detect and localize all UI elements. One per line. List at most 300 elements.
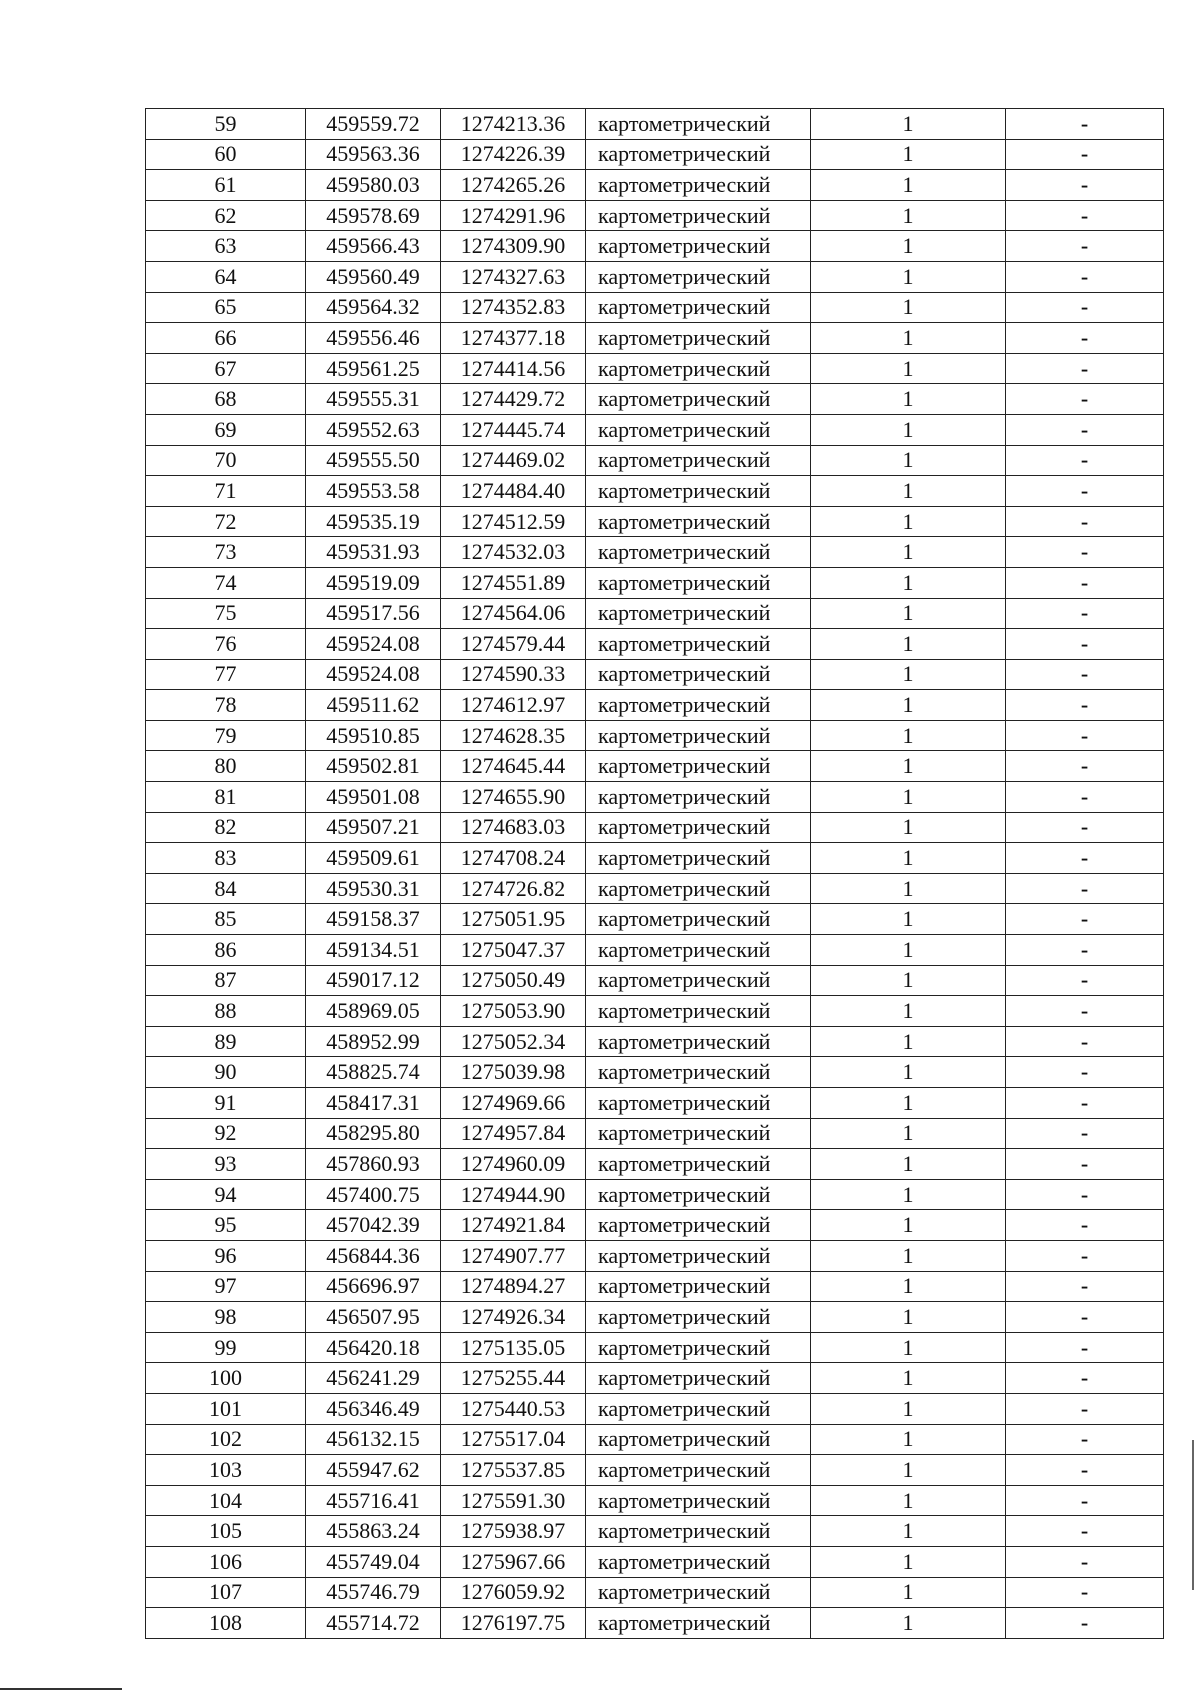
y-coordinate-cell: 1274957.84 <box>441 1118 586 1149</box>
x-coordinate-cell: 457860.93 <box>306 1149 441 1180</box>
point-number-cell: 100 <box>146 1363 306 1394</box>
x-coordinate-cell: 459511.62 <box>306 690 441 721</box>
y-coordinate-cell: 1274309.90 <box>441 231 586 262</box>
x-coordinate-cell: 459578.69 <box>306 200 441 231</box>
table-row <box>146 690 1164 721</box>
accuracy-cell: 1 <box>811 751 1006 782</box>
description-cell: - <box>1006 445 1164 476</box>
description-cell: - <box>1006 537 1164 568</box>
point-number-cell: 59 <box>146 109 306 140</box>
accuracy-cell: 1 <box>811 782 1006 813</box>
y-coordinate-cell: 1274327.63 <box>441 261 586 292</box>
method-cell: картометрический <box>586 1302 811 1333</box>
y-coordinate-cell: 1274907.77 <box>441 1240 586 1271</box>
y-coordinate-cell: 1274579.44 <box>441 629 586 660</box>
table-row <box>146 567 1164 598</box>
description-cell: - <box>1006 1608 1164 1639</box>
table-row <box>146 1546 1164 1577</box>
description-cell: - <box>1006 1118 1164 1149</box>
table-row <box>146 1057 1164 1088</box>
table-row <box>146 1088 1164 1119</box>
point-number-cell: 65 <box>146 292 306 323</box>
x-coordinate-cell: 459580.03 <box>306 170 441 201</box>
accuracy-cell: 1 <box>811 170 1006 201</box>
x-coordinate-cell: 459524.08 <box>306 659 441 690</box>
accuracy-cell: 1 <box>811 1546 1006 1577</box>
point-number-cell: 76 <box>146 629 306 660</box>
description-cell: - <box>1006 170 1164 201</box>
accuracy-cell: 1 <box>811 1485 1006 1516</box>
table-row <box>146 170 1164 201</box>
description-cell: - <box>1006 231 1164 262</box>
x-coordinate-cell: 458295.80 <box>306 1118 441 1149</box>
coordinates-table <box>145 108 1164 1639</box>
x-coordinate-cell: 455749.04 <box>306 1546 441 1577</box>
x-coordinate-cell: 459158.37 <box>306 904 441 935</box>
accuracy-cell: 1 <box>811 1516 1006 1547</box>
accuracy-cell: 1 <box>811 1608 1006 1639</box>
x-coordinate-cell: 456241.29 <box>306 1363 441 1394</box>
table-row <box>146 629 1164 660</box>
description-cell: - <box>1006 1485 1164 1516</box>
description-cell: - <box>1006 200 1164 231</box>
y-coordinate-cell: 1274352.83 <box>441 292 586 323</box>
description-cell: - <box>1006 1057 1164 1088</box>
x-coordinate-cell: 455714.72 <box>306 1608 441 1639</box>
table-row <box>146 1577 1164 1608</box>
method-cell: картометрический <box>586 170 811 201</box>
table-row <box>146 1455 1164 1486</box>
description-cell: - <box>1006 904 1164 935</box>
y-coordinate-cell: 1275050.49 <box>441 965 586 996</box>
point-number-cell: 94 <box>146 1179 306 1210</box>
point-number-cell: 82 <box>146 812 306 843</box>
method-cell: картометрический <box>586 1608 811 1639</box>
description-cell: - <box>1006 353 1164 384</box>
y-coordinate-cell: 1274429.72 <box>441 384 586 415</box>
method-cell: картометрический <box>586 292 811 323</box>
y-coordinate-cell: 1274612.97 <box>441 690 586 721</box>
point-number-cell: 102 <box>146 1424 306 1455</box>
point-number-cell: 101 <box>146 1393 306 1424</box>
description-cell: - <box>1006 476 1164 507</box>
point-number-cell: 104 <box>146 1485 306 1516</box>
point-number-cell: 66 <box>146 323 306 354</box>
description-cell: - <box>1006 1088 1164 1119</box>
point-number-cell: 70 <box>146 445 306 476</box>
method-cell: картометрический <box>586 782 811 813</box>
description-cell: - <box>1006 139 1164 170</box>
accuracy-cell: 1 <box>811 1210 1006 1241</box>
table-row <box>146 1026 1164 1057</box>
table-row <box>146 353 1164 384</box>
description-cell: - <box>1006 659 1164 690</box>
table-row <box>146 292 1164 323</box>
table-row <box>146 1424 1164 1455</box>
y-coordinate-cell: 1275051.95 <box>441 904 586 935</box>
description-cell: - <box>1006 751 1164 782</box>
description-cell: - <box>1006 1271 1164 1302</box>
table-row <box>146 139 1164 170</box>
table-row <box>146 1149 1164 1180</box>
point-number-cell: 90 <box>146 1057 306 1088</box>
table-row <box>146 1608 1164 1639</box>
accuracy-cell: 1 <box>811 1393 1006 1424</box>
description-cell: - <box>1006 1149 1164 1180</box>
accuracy-cell: 1 <box>811 1271 1006 1302</box>
x-coordinate-cell: 459502.81 <box>306 751 441 782</box>
method-cell: картометрический <box>586 690 811 721</box>
point-number-cell: 93 <box>146 1149 306 1180</box>
table-row <box>146 414 1164 445</box>
description-cell: - <box>1006 1179 1164 1210</box>
y-coordinate-cell: 1275053.90 <box>441 996 586 1027</box>
accuracy-cell: 1 <box>811 353 1006 384</box>
x-coordinate-cell: 456507.95 <box>306 1302 441 1333</box>
method-cell: картометрический <box>586 1485 811 1516</box>
table-row <box>146 598 1164 629</box>
y-coordinate-cell: 1274944.90 <box>441 1179 586 1210</box>
description-cell: - <box>1006 1332 1164 1363</box>
x-coordinate-cell: 459559.72 <box>306 109 441 140</box>
page-edge-mark <box>1192 1440 1194 1590</box>
description-cell: - <box>1006 261 1164 292</box>
accuracy-cell: 1 <box>811 996 1006 1027</box>
description-cell: - <box>1006 109 1164 140</box>
accuracy-cell: 1 <box>811 414 1006 445</box>
point-number-cell: 83 <box>146 843 306 874</box>
y-coordinate-cell: 1274960.09 <box>441 1149 586 1180</box>
method-cell: картометрический <box>586 1149 811 1180</box>
method-cell: картометрический <box>586 751 811 782</box>
point-number-cell: 79 <box>146 720 306 751</box>
x-coordinate-cell: 455947.62 <box>306 1455 441 1486</box>
point-number-cell: 61 <box>146 170 306 201</box>
point-number-cell: 64 <box>146 261 306 292</box>
point-number-cell: 78 <box>146 690 306 721</box>
point-number-cell: 74 <box>146 567 306 598</box>
table-row <box>146 200 1164 231</box>
accuracy-cell: 1 <box>811 720 1006 751</box>
y-coordinate-cell: 1274726.82 <box>441 873 586 904</box>
y-coordinate-cell: 1275591.30 <box>441 1485 586 1516</box>
y-coordinate-cell: 1274628.35 <box>441 720 586 751</box>
method-cell: картометрический <box>586 996 811 1027</box>
accuracy-cell: 1 <box>811 506 1006 537</box>
y-coordinate-cell: 1276197.75 <box>441 1608 586 1639</box>
point-number-cell: 84 <box>146 873 306 904</box>
x-coordinate-cell: 459535.19 <box>306 506 441 537</box>
table-row <box>146 720 1164 751</box>
method-cell: картометрический <box>586 1240 811 1271</box>
y-coordinate-cell: 1274532.03 <box>441 537 586 568</box>
point-number-cell: 107 <box>146 1577 306 1608</box>
table-row <box>146 1271 1164 1302</box>
accuracy-cell: 1 <box>811 1088 1006 1119</box>
table-row <box>146 506 1164 537</box>
method-cell: картометрический <box>586 843 811 874</box>
x-coordinate-cell: 459531.93 <box>306 537 441 568</box>
description-cell: - <box>1006 1363 1164 1394</box>
table-row <box>146 323 1164 354</box>
point-number-cell: 63 <box>146 231 306 262</box>
y-coordinate-cell: 1275047.37 <box>441 935 586 966</box>
point-number-cell: 68 <box>146 384 306 415</box>
method-cell: картометрический <box>586 353 811 384</box>
method-cell: картометрический <box>586 659 811 690</box>
description-cell: - <box>1006 292 1164 323</box>
description-cell: - <box>1006 812 1164 843</box>
table-row <box>146 873 1164 904</box>
accuracy-cell: 1 <box>811 1240 1006 1271</box>
y-coordinate-cell: 1274683.03 <box>441 812 586 843</box>
method-cell: картометрический <box>586 1516 811 1547</box>
description-cell: - <box>1006 1026 1164 1057</box>
accuracy-cell: 1 <box>811 139 1006 170</box>
x-coordinate-cell: 455746.79 <box>306 1577 441 1608</box>
description-cell: - <box>1006 782 1164 813</box>
point-number-cell: 67 <box>146 353 306 384</box>
x-coordinate-cell: 459564.32 <box>306 292 441 323</box>
method-cell: картометрический <box>586 1455 811 1486</box>
y-coordinate-cell: 1274708.24 <box>441 843 586 874</box>
x-coordinate-cell: 459563.36 <box>306 139 441 170</box>
accuracy-cell: 1 <box>811 629 1006 660</box>
accuracy-cell: 1 <box>811 1332 1006 1363</box>
table-row <box>146 1332 1164 1363</box>
point-number-cell: 81 <box>146 782 306 813</box>
table-row <box>146 782 1164 813</box>
method-cell: картометрический <box>586 1546 811 1577</box>
y-coordinate-cell: 1274969.66 <box>441 1088 586 1119</box>
description-cell: - <box>1006 1577 1164 1608</box>
method-cell: картометрический <box>586 1026 811 1057</box>
point-number-cell: 103 <box>146 1455 306 1486</box>
accuracy-cell: 1 <box>811 109 1006 140</box>
y-coordinate-cell: 1274291.96 <box>441 200 586 231</box>
accuracy-cell: 1 <box>811 200 1006 231</box>
description-cell: - <box>1006 843 1164 874</box>
y-coordinate-cell: 1274265.26 <box>441 170 586 201</box>
accuracy-cell: 1 <box>811 1179 1006 1210</box>
table-row <box>146 537 1164 568</box>
method-cell: картометрический <box>586 1393 811 1424</box>
y-coordinate-cell: 1274469.02 <box>441 445 586 476</box>
y-coordinate-cell: 1274564.06 <box>441 598 586 629</box>
point-number-cell: 96 <box>146 1240 306 1271</box>
method-cell: картометрический <box>586 200 811 231</box>
description-cell: - <box>1006 598 1164 629</box>
description-cell: - <box>1006 1516 1164 1547</box>
method-cell: картометрический <box>586 384 811 415</box>
accuracy-cell: 1 <box>811 1118 1006 1149</box>
description-cell: - <box>1006 1546 1164 1577</box>
method-cell: картометрический <box>586 231 811 262</box>
point-number-cell: 69 <box>146 414 306 445</box>
method-cell: картометрический <box>586 904 811 935</box>
y-coordinate-cell: 1274655.90 <box>441 782 586 813</box>
table-row <box>146 1485 1164 1516</box>
accuracy-cell: 1 <box>811 231 1006 262</box>
accuracy-cell: 1 <box>811 1026 1006 1057</box>
point-number-cell: 91 <box>146 1088 306 1119</box>
method-cell: картометрический <box>586 598 811 629</box>
description-cell: - <box>1006 506 1164 537</box>
footer-rule <box>0 1688 122 1690</box>
method-cell: картометрический <box>586 537 811 568</box>
table-row <box>146 1302 1164 1333</box>
x-coordinate-cell: 458952.99 <box>306 1026 441 1057</box>
table-row <box>146 965 1164 996</box>
x-coordinate-cell: 459555.31 <box>306 384 441 415</box>
accuracy-cell: 1 <box>811 1057 1006 1088</box>
point-number-cell: 92 <box>146 1118 306 1149</box>
x-coordinate-cell: 459507.21 <box>306 812 441 843</box>
x-coordinate-cell: 459509.61 <box>306 843 441 874</box>
method-cell: картометрический <box>586 414 811 445</box>
description-cell: - <box>1006 1210 1164 1241</box>
y-coordinate-cell: 1274445.74 <box>441 414 586 445</box>
method-cell: картометрический <box>586 1210 811 1241</box>
accuracy-cell: 1 <box>811 1149 1006 1180</box>
point-number-cell: 97 <box>146 1271 306 1302</box>
method-cell: картометрический <box>586 261 811 292</box>
method-cell: картометрический <box>586 109 811 140</box>
y-coordinate-cell: 1275255.44 <box>441 1363 586 1394</box>
description-cell: - <box>1006 567 1164 598</box>
y-coordinate-cell: 1275052.34 <box>441 1026 586 1057</box>
y-coordinate-cell: 1274894.27 <box>441 1271 586 1302</box>
method-cell: картометрический <box>586 1088 811 1119</box>
accuracy-cell: 1 <box>811 323 1006 354</box>
accuracy-cell: 1 <box>811 873 1006 904</box>
method-cell: картометрический <box>586 323 811 354</box>
point-number-cell: 62 <box>146 200 306 231</box>
method-cell: картометрический <box>586 445 811 476</box>
x-coordinate-cell: 459560.49 <box>306 261 441 292</box>
table-row <box>146 1179 1164 1210</box>
method-cell: картометрический <box>586 476 811 507</box>
accuracy-cell: 1 <box>811 476 1006 507</box>
x-coordinate-cell: 459556.46 <box>306 323 441 354</box>
table-row <box>146 476 1164 507</box>
accuracy-cell: 1 <box>811 1363 1006 1394</box>
accuracy-cell: 1 <box>811 537 1006 568</box>
x-coordinate-cell: 459519.09 <box>306 567 441 598</box>
table-row <box>146 996 1164 1027</box>
table-row <box>146 935 1164 966</box>
y-coordinate-cell: 1275039.98 <box>441 1057 586 1088</box>
accuracy-cell: 1 <box>811 1577 1006 1608</box>
accuracy-cell: 1 <box>811 935 1006 966</box>
y-coordinate-cell: 1275967.66 <box>441 1546 586 1577</box>
y-coordinate-cell: 1274512.59 <box>441 506 586 537</box>
table-row <box>146 109 1164 140</box>
method-cell: картометрический <box>586 873 811 904</box>
method-cell: картометрический <box>586 720 811 751</box>
accuracy-cell: 1 <box>811 292 1006 323</box>
accuracy-cell: 1 <box>811 598 1006 629</box>
method-cell: картометрический <box>586 506 811 537</box>
y-coordinate-cell: 1275517.04 <box>441 1424 586 1455</box>
table-row <box>146 1210 1164 1241</box>
x-coordinate-cell: 456844.36 <box>306 1240 441 1271</box>
method-cell: картометрический <box>586 1332 811 1363</box>
accuracy-cell: 1 <box>811 261 1006 292</box>
x-coordinate-cell: 456346.49 <box>306 1393 441 1424</box>
table-row <box>146 1393 1164 1424</box>
method-cell: картометрический <box>586 567 811 598</box>
point-number-cell: 105 <box>146 1516 306 1547</box>
point-number-cell: 75 <box>146 598 306 629</box>
description-cell: - <box>1006 1393 1164 1424</box>
point-number-cell: 86 <box>146 935 306 966</box>
x-coordinate-cell: 456696.97 <box>306 1271 441 1302</box>
x-coordinate-cell: 458417.31 <box>306 1088 441 1119</box>
y-coordinate-cell: 1275537.85 <box>441 1455 586 1486</box>
point-number-cell: 72 <box>146 506 306 537</box>
description-cell: - <box>1006 384 1164 415</box>
y-coordinate-cell: 1274645.44 <box>441 751 586 782</box>
description-cell: - <box>1006 996 1164 1027</box>
x-coordinate-cell: 458969.05 <box>306 996 441 1027</box>
table-row <box>146 231 1164 262</box>
accuracy-cell: 1 <box>811 965 1006 996</box>
y-coordinate-cell: 1274414.56 <box>441 353 586 384</box>
point-number-cell: 99 <box>146 1332 306 1363</box>
x-coordinate-cell: 459530.31 <box>306 873 441 904</box>
description-cell: - <box>1006 323 1164 354</box>
method-cell: картометрический <box>586 1577 811 1608</box>
y-coordinate-cell: 1276059.92 <box>441 1577 586 1608</box>
accuracy-cell: 1 <box>811 384 1006 415</box>
x-coordinate-cell: 459517.56 <box>306 598 441 629</box>
method-cell: картометрический <box>586 1363 811 1394</box>
table-row <box>146 812 1164 843</box>
y-coordinate-cell: 1274377.18 <box>441 323 586 354</box>
accuracy-cell: 1 <box>811 567 1006 598</box>
coordinates-table-body <box>146 109 1164 1639</box>
x-coordinate-cell: 458825.74 <box>306 1057 441 1088</box>
x-coordinate-cell: 459555.50 <box>306 445 441 476</box>
y-coordinate-cell: 1274590.33 <box>441 659 586 690</box>
x-coordinate-cell: 459566.43 <box>306 231 441 262</box>
accuracy-cell: 1 <box>811 1424 1006 1455</box>
y-coordinate-cell: 1274213.36 <box>441 109 586 140</box>
y-coordinate-cell: 1275440.53 <box>441 1393 586 1424</box>
table-row <box>146 261 1164 292</box>
method-cell: картометрический <box>586 139 811 170</box>
point-number-cell: 80 <box>146 751 306 782</box>
x-coordinate-cell: 459524.08 <box>306 629 441 660</box>
y-coordinate-cell: 1274921.84 <box>441 1210 586 1241</box>
x-coordinate-cell: 459134.51 <box>306 935 441 966</box>
method-cell: картометрический <box>586 1118 811 1149</box>
x-coordinate-cell: 457042.39 <box>306 1210 441 1241</box>
table-row <box>146 1240 1164 1271</box>
description-cell: - <box>1006 873 1164 904</box>
x-coordinate-cell: 459552.63 <box>306 414 441 445</box>
method-cell: картометрический <box>586 1424 811 1455</box>
point-number-cell: 89 <box>146 1026 306 1057</box>
y-coordinate-cell: 1274551.89 <box>441 567 586 598</box>
method-cell: картометрический <box>586 629 811 660</box>
method-cell: картометрический <box>586 1271 811 1302</box>
table-row <box>146 1118 1164 1149</box>
description-cell: - <box>1006 935 1164 966</box>
x-coordinate-cell: 457400.75 <box>306 1179 441 1210</box>
method-cell: картометрический <box>586 1179 811 1210</box>
